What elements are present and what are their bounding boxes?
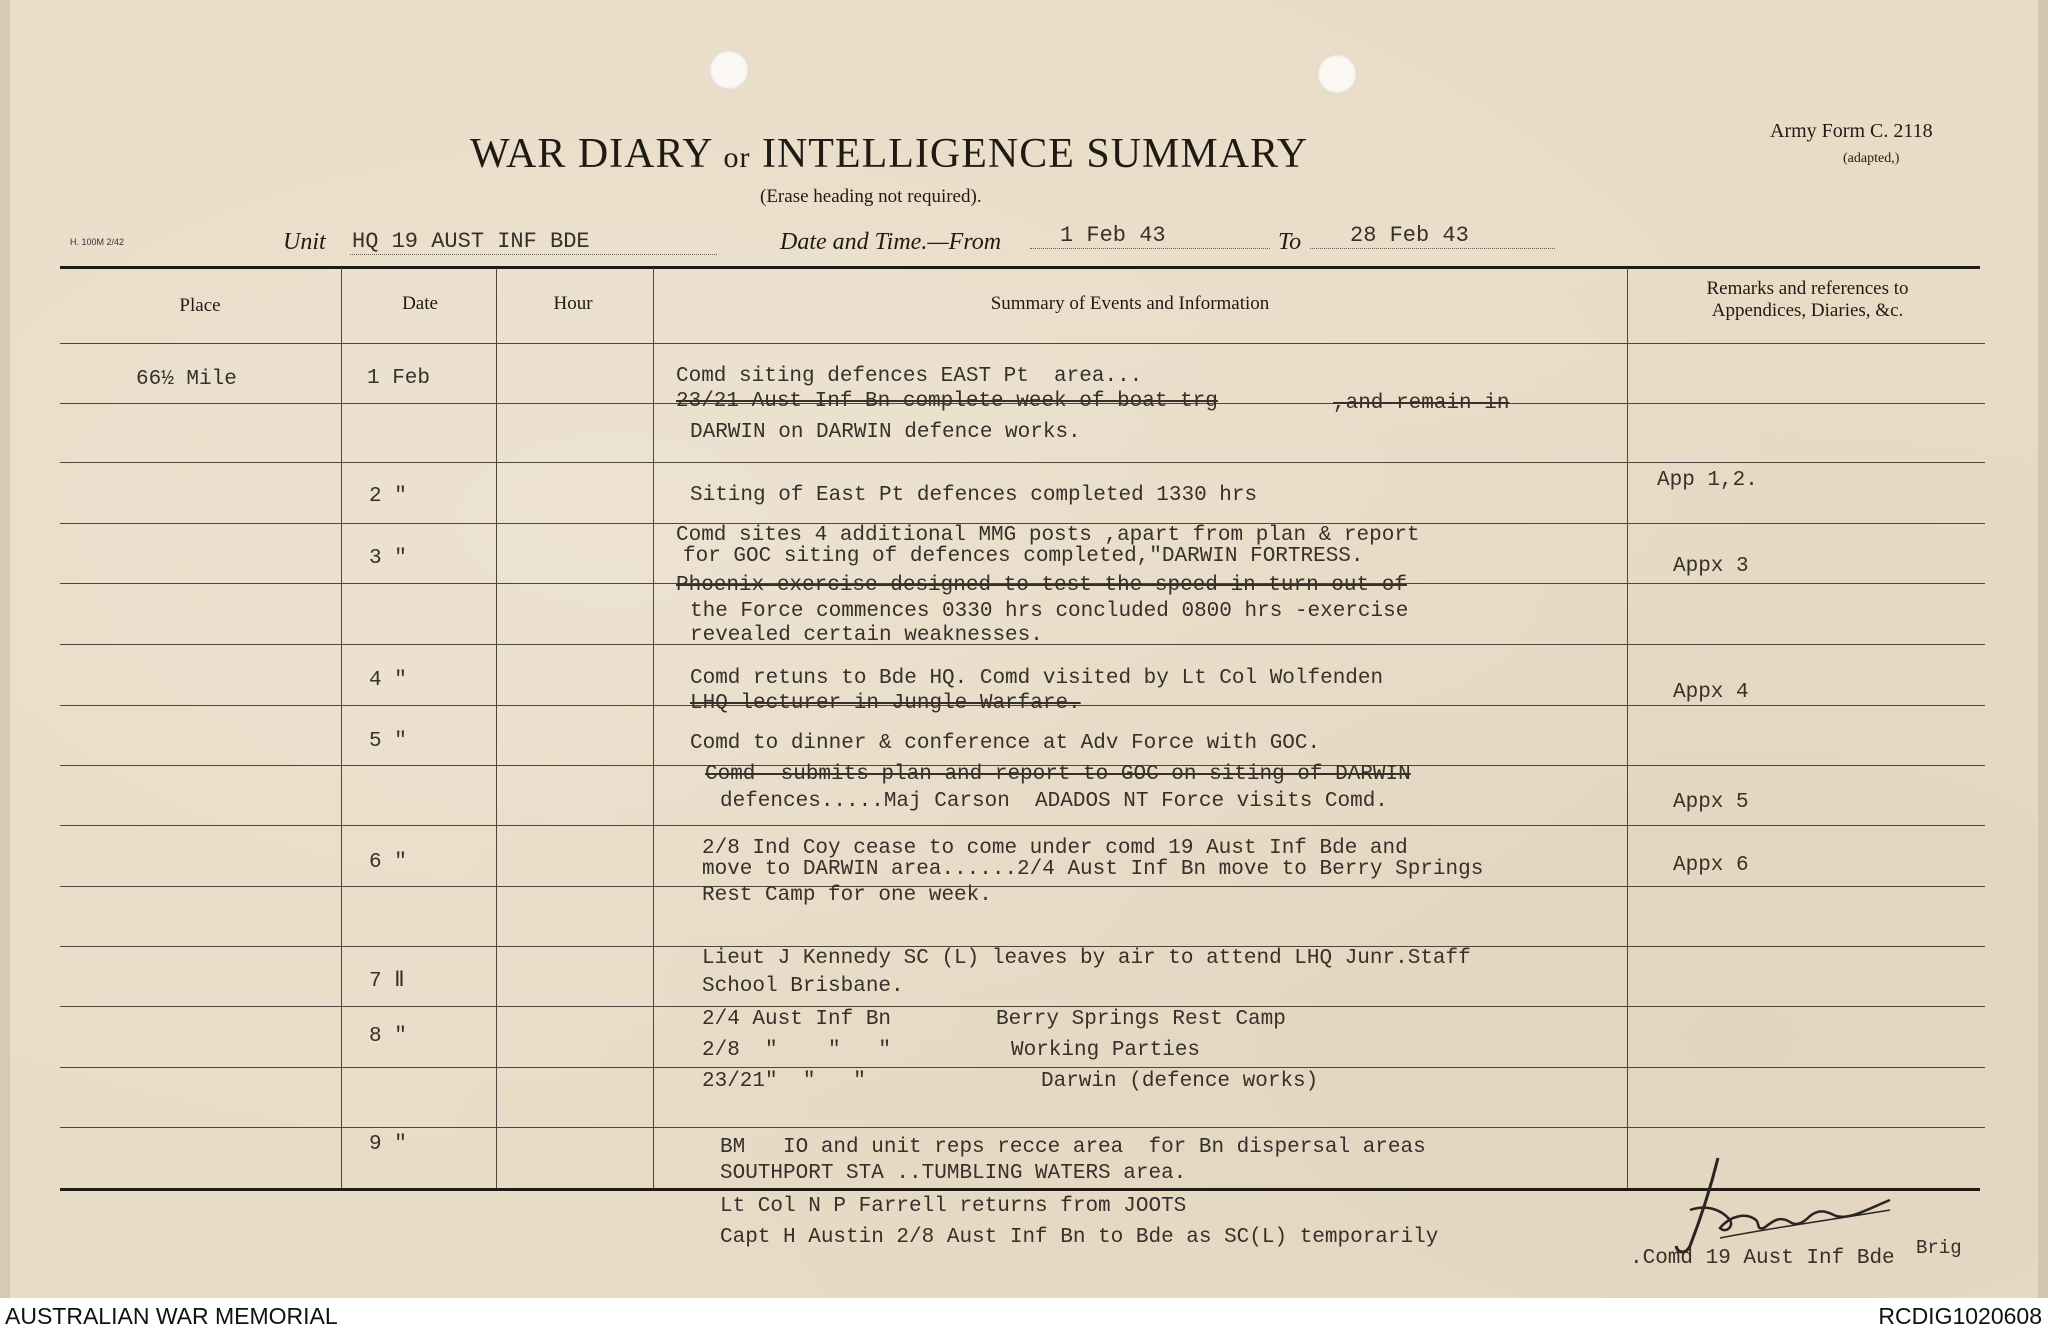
- date-cell: 2 ": [369, 485, 407, 508]
- header-rule: [60, 343, 1985, 344]
- form-subtitle: (Erase heading not required).: [760, 186, 982, 207]
- date-to-label: To: [1278, 229, 1302, 255]
- date-from-value: 1 Feb 43: [1030, 223, 1270, 249]
- remarks-cell: App 1,2.: [1657, 469, 1758, 492]
- entry-line: Lt Col N P Farrell returns from JOOTS: [720, 1195, 1187, 1218]
- entry-line: defences.....Maj Carson ADADOS NT Force visits Comd.: [720, 790, 1388, 813]
- entry-line: Comd siting defences EAST Pt area...: [676, 365, 1143, 388]
- column-divider-date: [496, 268, 497, 1188]
- entry-line: move to DARWIN area......2/4 Aust Inf Bn move to Berry Springs: [702, 858, 1484, 881]
- footer-record-id: RCDIG1020608: [1878, 1303, 2042, 1329]
- title-or: or: [723, 141, 751, 174]
- column-divider-summary: [1627, 268, 1628, 1188]
- entry-unit-name: 2/8 " " ": [702, 1039, 892, 1062]
- date-cell: 6 ": [369, 851, 407, 874]
- remarks-cell: Appx 3: [1673, 555, 1749, 578]
- entry-line-struck: LHQ lecturer in Jungle Warfare.: [690, 692, 1081, 715]
- footer-source: AUSTRALIAN WAR MEMORIAL: [5, 1303, 338, 1329]
- entry-unit-task: Working Parties: [1011, 1039, 1201, 1062]
- entry-line: Rest Camp for one week.: [702, 884, 992, 907]
- entry-line-struck: Phoenix exercise designed to test the speed in turn out of: [676, 574, 1407, 597]
- column-header-place: Place: [179, 295, 221, 316]
- paper-edge-left: [0, 0, 10, 1298]
- signature-rank: Brig: [1916, 1237, 1962, 1259]
- date-to-value: 28 Feb 43: [1310, 223, 1555, 249]
- place-cell: 66½ Mile: [136, 368, 237, 391]
- entry-line: Lieut J Kennedy SC (L) leaves by air to attend LHQ Junr.Staff: [702, 947, 1471, 970]
- column-header-date: Date: [402, 293, 438, 314]
- form-title: [470, 130, 1370, 178]
- remarks-cell: Appx 5: [1673, 791, 1749, 814]
- entry-line-struck: ,and remain in: [1333, 392, 1510, 415]
- entry-line: School Brisbane.: [702, 975, 904, 998]
- date-cell: 5 ": [369, 730, 407, 753]
- row-rule: [60, 462, 1985, 463]
- column-divider-hour: [653, 268, 654, 1188]
- entry-line: the Force commences 0330 hrs concluded 0800 hrs -exercise: [690, 600, 1409, 623]
- column-header-remarks-line1: Remarks and references to: [1706, 278, 1909, 299]
- row-rule: [60, 1127, 1985, 1128]
- title-intelligence-summary: INTELLIGENCE SUMMARY: [761, 131, 1309, 177]
- army-form-number: Army Form C. 2118: [1770, 120, 1933, 142]
- date-time-label: Date and Time.—From: [780, 229, 1002, 255]
- date-cell: 7 Ⅱ: [369, 970, 405, 993]
- print-code: H. 100M 2/42: [70, 237, 125, 247]
- entry-line: Comd retuns to Bde HQ. Comd visited by Lt Col Wolfenden: [690, 667, 1384, 690]
- remarks-cell: Appx 4: [1673, 681, 1749, 704]
- entry-line: Comd sites 4 additional MMG posts ,apart from plan & report: [676, 524, 1420, 547]
- table-top-rule: [60, 266, 1980, 269]
- entry-line: revealed certain weaknesses.: [690, 624, 1043, 647]
- entry-line-struck: 23/21 Aust Inf Bn complete week of boat trg: [676, 390, 1218, 413]
- row-rule: [60, 886, 1985, 887]
- punch-hole-right: [1317, 54, 1357, 94]
- entry-line: 2/8 Ind Coy cease to come under comd 19 Aust Inf Bde and: [702, 837, 1408, 860]
- date-cell: 1 Feb: [367, 367, 431, 390]
- entry-unit-name: 23/21" " ": [702, 1070, 866, 1093]
- entry-line: for GOC siting of defences completed,"DARWIN FORTRESS.: [683, 545, 1364, 568]
- entry-line-struck: Comd submits plan and report to GOC on siting of DARWIN: [705, 763, 1411, 786]
- column-divider-place: [341, 268, 342, 1188]
- column-header-summary: Summary of Events and Information: [990, 293, 1270, 314]
- date-cell: 4 ": [369, 669, 407, 692]
- entry-line: DARWIN on DARWIN defence works.: [690, 421, 1081, 444]
- entry-line: Siting of East Pt defences completed 1330 hrs: [690, 484, 1258, 507]
- entry-line: Capt H Austin 2/8 Aust Inf Bn to Bde as SC(L) temporarily: [720, 1226, 1439, 1249]
- paper-edge-right: [2038, 0, 2048, 1298]
- row-rule: [60, 825, 1985, 826]
- row-rule: [60, 1006, 1985, 1007]
- entry-unit-name: 2/4 Aust Inf Bn: [702, 1008, 892, 1031]
- signature-title: .Comd 19 Aust Inf Bde: [1630, 1247, 1895, 1270]
- punch-hole-left: [709, 50, 749, 90]
- handwritten-signature: [1660, 1150, 1900, 1260]
- row-rule: [60, 1067, 1985, 1068]
- army-form-note: (adapted,): [1843, 151, 1900, 166]
- column-header-remarks-line2: Appendices, Diaries, &c.: [1711, 300, 1904, 321]
- entry-line: SOUTHPORT STA ..TUMBLING WATERS area.: [720, 1162, 1187, 1185]
- unit-value: HQ 19 AUST INF BDE: [350, 229, 717, 255]
- entry-unit-task: Darwin (defence works): [1041, 1070, 1319, 1093]
- date-cell: 3 ": [369, 547, 407, 570]
- date-cell: 8 ": [369, 1025, 407, 1048]
- entry-unit-task: Berry Springs Rest Camp: [996, 1008, 1286, 1031]
- entry-line: Comd to dinner & conference at Adv Force with GOC.: [690, 732, 1321, 755]
- title-war-diary: WAR DIARY: [470, 131, 712, 177]
- remarks-cell: Appx 6: [1673, 854, 1749, 877]
- entry-line: BM IO and unit reps recce area for Bn dispersal areas: [720, 1136, 1426, 1159]
- column-header-hour: Hour: [553, 293, 593, 314]
- unit-label: Unit: [283, 229, 326, 255]
- date-cell: 9 ": [369, 1133, 407, 1156]
